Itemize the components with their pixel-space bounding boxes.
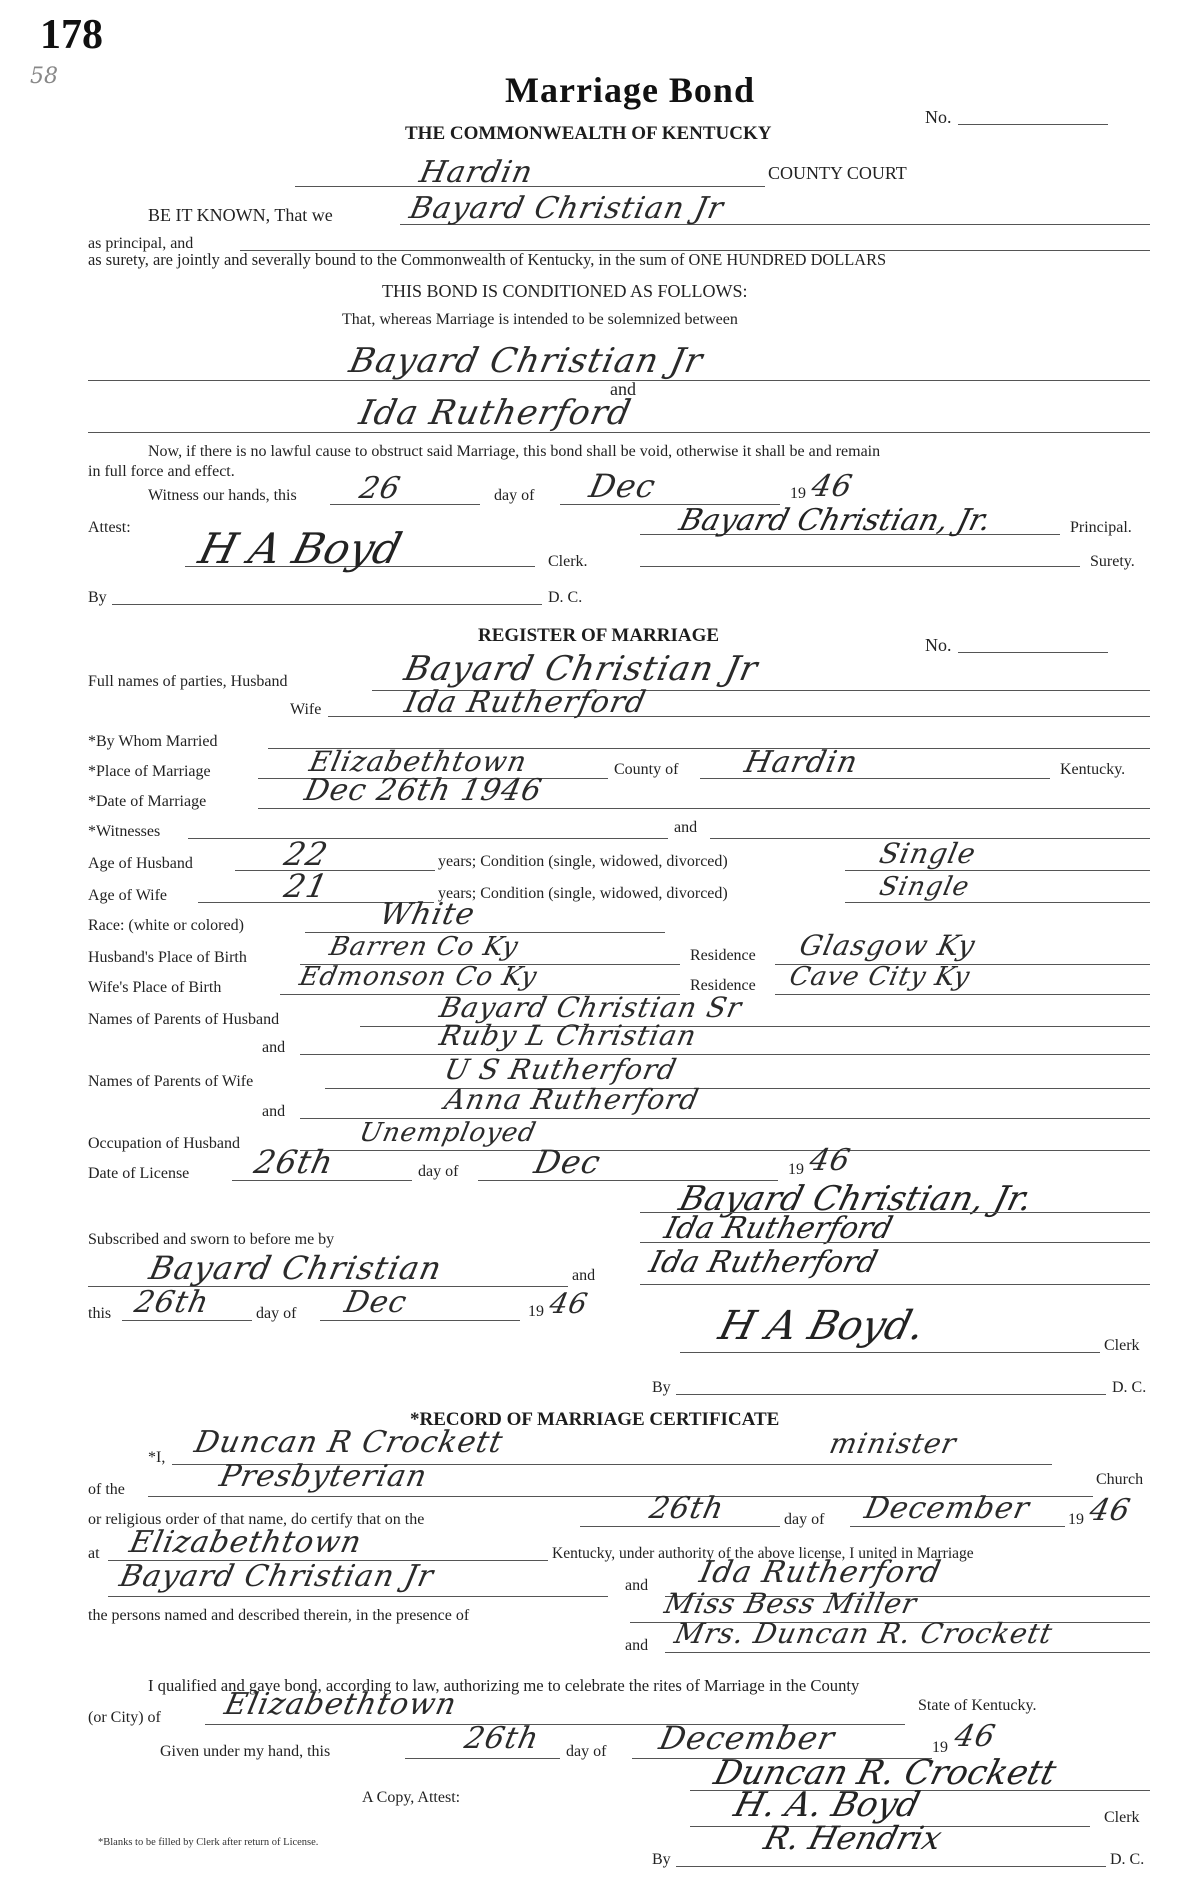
cert-day-hw: 26th bbox=[646, 1491, 728, 1526]
cert-i-label: *I, bbox=[148, 1449, 166, 1466]
minister-title-hw: minister bbox=[826, 1427, 960, 1460]
register-title: REGISTER OF MARRIAGE bbox=[478, 625, 720, 646]
register-no-line bbox=[958, 652, 1108, 653]
occupation-label: Occupation of Husband bbox=[88, 1135, 240, 1152]
cert-by-line bbox=[676, 1866, 1106, 1867]
register-by-label: By bbox=[652, 1379, 671, 1396]
now-if-text-2: in full force and effect. bbox=[88, 463, 235, 480]
date-hw: Dec 26th 1946 bbox=[301, 773, 546, 808]
register-county-hw: Hardin bbox=[741, 745, 862, 780]
given-year-prefix: 19 bbox=[932, 1739, 948, 1756]
cert-by-label: By bbox=[652, 1851, 671, 1868]
county-of-label: County of bbox=[614, 761, 679, 778]
license-year-hw: 46 bbox=[806, 1143, 855, 1178]
parent-h-and: and bbox=[262, 1039, 286, 1056]
attest-label: Attest: bbox=[88, 519, 131, 536]
register-by-line bbox=[676, 1394, 1106, 1395]
party-and-label: and bbox=[610, 379, 636, 399]
bond-no-line bbox=[958, 124, 1108, 125]
license-day-of-label: day of bbox=[418, 1163, 459, 1180]
race-label: Race: (white or colored) bbox=[88, 917, 244, 934]
cond-wife-line bbox=[845, 902, 1150, 903]
wife-label: Wife bbox=[290, 701, 322, 718]
sworn-by-hw: Bayard Christian bbox=[145, 1249, 446, 1287]
surety-label: Surety. bbox=[1090, 553, 1135, 570]
groom-hw: Bayard Christian Jr bbox=[116, 1559, 438, 1594]
date-label: *Date of Marriage bbox=[88, 793, 207, 810]
minister-name-hw: Duncan R Crockett bbox=[191, 1425, 507, 1460]
principal-signature-hw: Bayard Christian, Jr. bbox=[675, 503, 995, 538]
church-hw: Presbyterian bbox=[216, 1459, 431, 1494]
parent-h1-hw: Bayard Christian Sr bbox=[436, 991, 746, 1024]
age-husband-hw: 22 bbox=[280, 835, 332, 873]
bond-dc-label: D. C. bbox=[548, 589, 583, 606]
condition-label-2: years; Condition (single, widowed, divorced) bbox=[438, 885, 728, 902]
commonwealth-heading: THE COMMONWEALTH OF KENTUCKY bbox=[405, 123, 772, 144]
parent-w2-hw: Anna Rutherford bbox=[441, 1083, 703, 1116]
given-label: Given under my hand, this bbox=[160, 1743, 331, 1760]
husband-name-hw: Bayard Christian Jr bbox=[400, 649, 762, 689]
register-clerk-line bbox=[680, 1352, 1100, 1353]
cert-clerk-label: Clerk bbox=[1104, 1809, 1140, 1826]
city-hw: Elizabethtown bbox=[221, 1687, 461, 1722]
religious-order-text: or religious order of that name, do certify that on the bbox=[88, 1511, 425, 1528]
sworn-year-hw: 46 bbox=[546, 1287, 592, 1320]
age-wife-label: Age of Wife bbox=[88, 887, 168, 904]
wife-name-hw: Ida Rutherford bbox=[401, 685, 650, 720]
parent-h2-line bbox=[300, 1054, 1150, 1055]
full-names-label: Full names of parties, Husband bbox=[88, 673, 288, 690]
of-the-label: of the bbox=[88, 1481, 125, 1498]
at-place-hw: Elizabethtown bbox=[126, 1525, 366, 1560]
party1-name-hw: Bayard Christian Jr bbox=[345, 341, 707, 381]
license-year-prefix: 19 bbox=[788, 1161, 804, 1178]
conditioned-heading: THIS BOND IS CONDITIONED AS FOLLOWS: bbox=[382, 281, 748, 301]
parent-w-and: and bbox=[262, 1103, 286, 1120]
register-sig2-hw: Ida Rutherford bbox=[660, 1211, 897, 1246]
date-line bbox=[258, 808, 1150, 809]
register-sig1-hw: Bayard Christian, Jr. bbox=[675, 1179, 1037, 1219]
margin-note: 58 bbox=[30, 64, 58, 89]
wife-res-line bbox=[775, 994, 1150, 995]
now-if-text-1: Now, if there is no lawful cause to obstruct said Marriage, this bond shall be void, otherwise it shall be and remain bbox=[148, 443, 881, 460]
cert-dc-label: D. C. bbox=[1110, 1851, 1145, 1868]
license-month-hw: Dec bbox=[530, 1143, 605, 1181]
certificate-title: *RECORD OF MARRIAGE CERTIFICATE bbox=[410, 1409, 780, 1430]
place-hw: Elizabethtown bbox=[306, 745, 531, 778]
wife-birth-label: Wife's Place of Birth bbox=[88, 979, 222, 996]
witness2-cert-line bbox=[665, 1652, 1150, 1653]
surety-text: as surety, are jointly and severally bound to the Commonwealth of Kentucky, in the sum of ONE HUNDRED DOLLARS bbox=[88, 250, 887, 269]
clerk-label: Clerk. bbox=[548, 553, 588, 570]
condition-label-1: years; Condition (single, widowed, divorced) bbox=[438, 853, 728, 870]
page-number: 178 bbox=[40, 12, 103, 58]
witness-year-prefix: 19 bbox=[790, 485, 806, 502]
witness-month-hw: Dec bbox=[585, 467, 660, 505]
kentucky-label: Kentucky. bbox=[1060, 761, 1126, 778]
bond-title: Marriage Bond bbox=[505, 70, 755, 110]
authority-text: Kentucky, under authority of the above license, I united in Marriage bbox=[552, 1545, 974, 1562]
register-sig3-line bbox=[640, 1284, 1150, 1285]
parents-wife-label: Names of Parents of Wife bbox=[88, 1073, 254, 1090]
sworn-day-of-label: day of bbox=[256, 1305, 297, 1322]
county-name-hw: Hardin bbox=[416, 155, 537, 190]
license-label: Date of License bbox=[88, 1165, 190, 1182]
register-clerk-label: Clerk bbox=[1104, 1337, 1140, 1354]
given-day-of-label: day of bbox=[566, 1743, 607, 1760]
wife-birth-hw: Edmonson Co Ky bbox=[296, 962, 541, 992]
sworn-year-prefix: 19 bbox=[528, 1303, 544, 1320]
bride-hw: Ida Rutherford bbox=[696, 1555, 945, 1590]
cert-clerk-sig-hw: H. A. Boyd bbox=[730, 1785, 924, 1825]
given-month-hw: December bbox=[655, 1719, 839, 1757]
cert-and-label: and bbox=[625, 1577, 649, 1594]
husband-birth-hw: Barren Co Ky bbox=[326, 932, 522, 962]
given-day-hw: 26th bbox=[461, 1721, 543, 1756]
occupation-line bbox=[300, 1150, 1150, 1151]
cond-husband-hw: Single bbox=[876, 837, 980, 870]
minister-signature-hw: Duncan R. Crockett bbox=[710, 1753, 1061, 1793]
place-label: *Place of Marriage bbox=[88, 763, 211, 780]
church-label: Church bbox=[1096, 1471, 1144, 1488]
given-year-hw: 46 bbox=[951, 1719, 1000, 1754]
witness-year-hw: 46 bbox=[808, 469, 857, 504]
witness2-cert-hw: Mrs. Duncan R. Crockett bbox=[671, 1617, 1056, 1650]
copy-attest-label: A Copy, Attest: bbox=[362, 1789, 461, 1806]
cert-year-prefix: 19 bbox=[1068, 1511, 1084, 1528]
register-dc-label: D. C. bbox=[1112, 1379, 1147, 1396]
principal-label: Principal. bbox=[1070, 519, 1132, 536]
cert-month-line bbox=[850, 1526, 1065, 1527]
cert-day-of-label: day of bbox=[784, 1511, 825, 1528]
witness1-line bbox=[188, 838, 668, 839]
register-sig3-hw: Ida Rutherford bbox=[645, 1245, 882, 1280]
subscribed-label: Subscribed and sworn to before me by bbox=[88, 1231, 335, 1248]
cert-year-hw: 46 bbox=[1086, 1493, 1135, 1528]
cond-wife-hw: Single bbox=[876, 872, 973, 902]
register-sig2-line bbox=[640, 1242, 1150, 1243]
sworn-and-label: and bbox=[572, 1267, 596, 1284]
cert-dc-sig-hw: R. Hendrix bbox=[760, 1819, 946, 1857]
cert-month-hw: December bbox=[861, 1491, 1033, 1526]
qualified-text: I qualified and gave bond, according to law, authorizing me to celebrate the rites of Marriage in the County bbox=[148, 1676, 860, 1695]
cond-husband-line bbox=[845, 870, 1150, 871]
witness-day-line bbox=[330, 504, 480, 505]
register-no-label: No. bbox=[925, 635, 952, 655]
parent-h2-hw: Ruby L Christian bbox=[436, 1019, 700, 1052]
husband-birth-label: Husband's Place of Birth bbox=[88, 949, 247, 966]
be-it-known-label: BE IT KNOWN, That we bbox=[148, 205, 333, 225]
at-label: at bbox=[88, 1545, 100, 1562]
party2-name-hw: Ida Rutherford bbox=[355, 393, 636, 433]
sworn-month-hw: Dec bbox=[341, 1285, 411, 1320]
witness-day-of-label: day of bbox=[494, 487, 535, 504]
or-city-label: (or City) of bbox=[88, 1709, 161, 1726]
county-court-label: COUNTY COURT bbox=[768, 163, 907, 183]
footnote-text: *Blanks to be filled by Clerk after return of License. bbox=[98, 1837, 319, 1848]
sworn-this-label: this bbox=[88, 1305, 112, 1322]
witness-day-hw: 26 bbox=[356, 471, 405, 506]
sworn-month-line bbox=[320, 1320, 520, 1321]
bond-by-label: By bbox=[88, 589, 107, 606]
husband-residence-label: Residence bbox=[690, 947, 756, 964]
race-hw: White bbox=[376, 897, 479, 932]
sworn-day-hw: 26th bbox=[131, 1285, 213, 1320]
age-husband-line bbox=[235, 870, 435, 871]
witness-label: Witness our hands, this bbox=[148, 487, 297, 504]
witness1-cert-hw: Miss Bess Miller bbox=[661, 1587, 921, 1620]
given-day-line bbox=[405, 1758, 560, 1759]
license-day-hw: 26th bbox=[250, 1143, 338, 1181]
occupation-hw: Unemployed bbox=[356, 1118, 540, 1148]
bond-by-line bbox=[112, 604, 542, 605]
principal-name-hw: Bayard Christian Jr bbox=[406, 191, 728, 226]
witnesses-and-label: and bbox=[674, 819, 698, 836]
clerk-signature-hw: H A Boyd bbox=[194, 524, 407, 573]
parent-w1-hw: U S Rutherford bbox=[441, 1053, 681, 1086]
wife-residence-label: Residence bbox=[690, 977, 756, 994]
cert-witness-and-label: and bbox=[625, 1637, 649, 1654]
groom-line bbox=[108, 1596, 608, 1597]
age-wife-hw: 21 bbox=[280, 867, 332, 905]
register-clerk-sig-hw: H A Boyd. bbox=[714, 1303, 930, 1349]
parents-husband-label: Names of Parents of Husband bbox=[88, 1011, 280, 1028]
whereas-text: That, whereas Marriage is intended to be solemnized between bbox=[342, 311, 738, 328]
surety-sig-line bbox=[640, 566, 1080, 567]
cert-day-line bbox=[580, 1526, 780, 1527]
by-whom-label: *By Whom Married bbox=[88, 733, 218, 750]
wife-res-hw: Cave City Ky bbox=[786, 962, 973, 992]
bond-no-label: No. bbox=[925, 107, 952, 127]
age-husband-label: Age of Husband bbox=[88, 855, 193, 872]
witnesses-label: *Witnesses bbox=[88, 823, 161, 840]
state-label: State of Kentucky. bbox=[918, 1697, 1037, 1714]
as-principal-label: as principal, and bbox=[88, 235, 194, 252]
sworn-day-line bbox=[122, 1320, 252, 1321]
husband-res-hw: Glasgow Ky bbox=[796, 929, 979, 962]
persons-text: the persons named and described therein, in the presence of bbox=[88, 1607, 470, 1624]
